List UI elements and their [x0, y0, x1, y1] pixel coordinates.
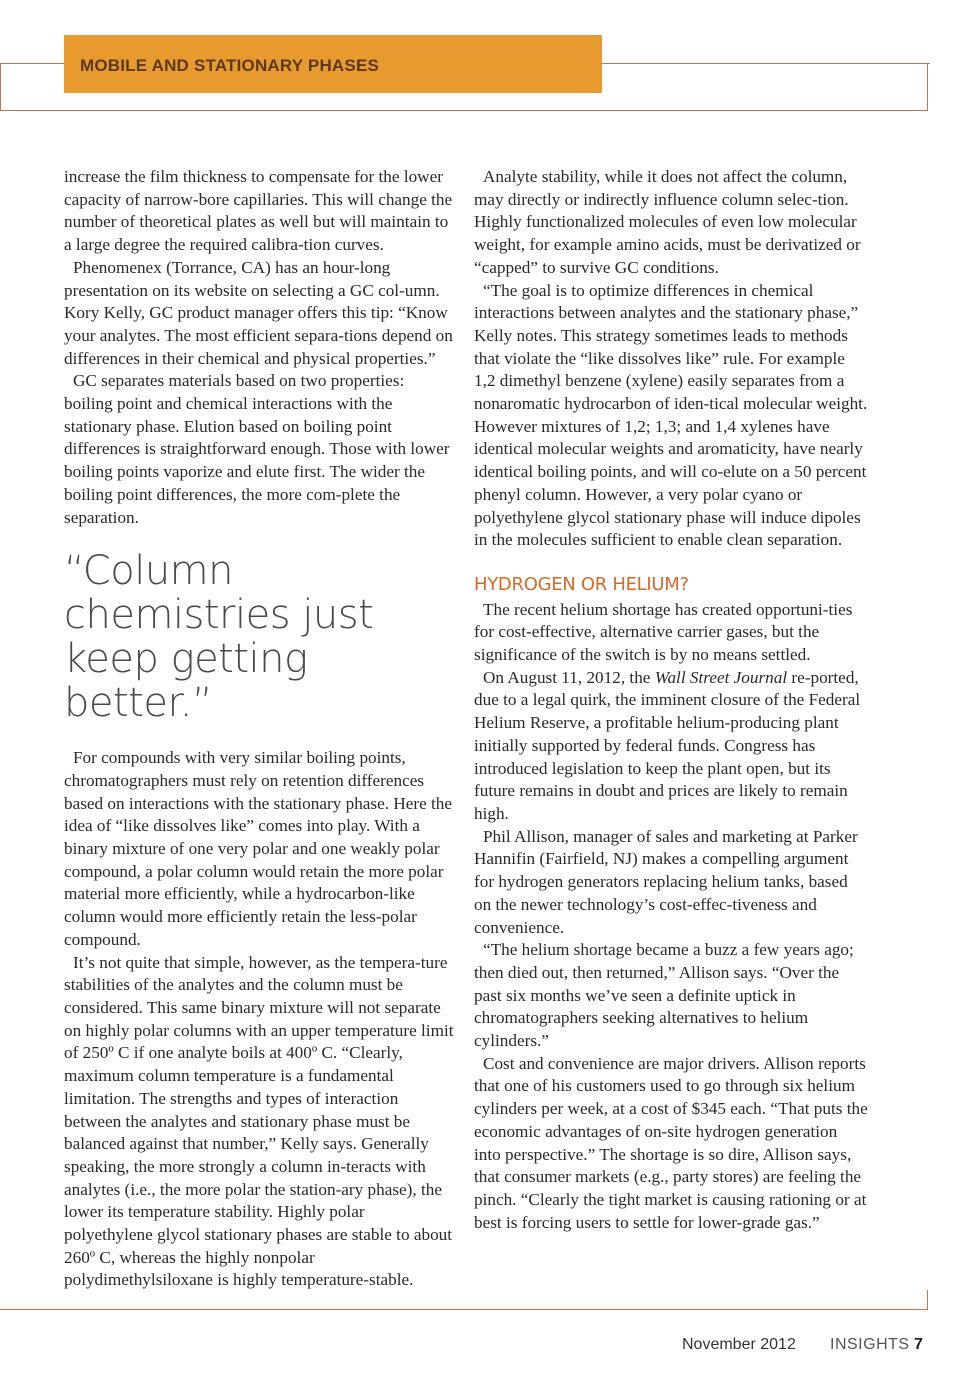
right-column [474, 166, 868, 1234]
pull-quote: “Column chemistries just keep getting better.” [64, 548, 374, 727]
left-paragraph-3: GC separates materials based on two properties: boiling point and chemical interactions with the stationary phase. Elution based on boiling point differences is straightforward enough. Those with lower boiling points vaporize and elute first. The wider the boiling point differences, the more com-plete the separation. [64, 371, 450, 527]
section-subhead: HYDROGEN OR HELIUM? [474, 573, 689, 595]
footer-frame-right [927, 1290, 928, 1310]
footer-date: November 2012 [682, 1336, 796, 1353]
right-paragraph-2: “The goal is to optimize differences in chemical interactions between analytes and the stationary phase,” Kelly notes. This strategy sometimes leads to methods that violate the “like dissolves like” rule. For example 1,2 dimethyl benzene (xylene) easily separates from a nonaromatic hydrocarbon of iden-tical molecular weight. However mixtures of 1,2; 1,3; and 1,4 xylenes have identical molecular weights and aromaticity, have nearly identical boiling points, and will co-elute on a 50 percent phenyl column. However, a very polar cyano or polyethylene glycol stationary phase will induce dipoles in the molecules sufficient to enable clean separation. [474, 280, 868, 550]
left-paragraph-1: increase the film thickness to compensate for the lower capacity of narrow-bore capillaries. This will change the number of theoretical plates as well but will maintain to a large degree the required calibra-tion curves. [64, 167, 453, 255]
header-bottom-rule [0, 110, 928, 111]
footer-rule [0, 1309, 928, 1310]
page-number: 7 [914, 1336, 923, 1353]
publication-name: Wall Street Journal [654, 667, 788, 687]
right-paragraph-7: Cost and convenience are major drivers. Allison reports that one of his customers used to go through six helium cylinders per week, at a cost of $345 each. “That puts the economic advantages of on-site hydrogen generation into perspective.” The shortage is so dire, Allison says, that consumer markets (e.g., party stores) are feeling the pinch. “Clearly the tight market is causing rationing or at best is forcing users to settle for lower-grade gas.” [474, 1053, 868, 1232]
left-paragraph-4: For compounds with very similar boiling points, chromatographers must rely on retention differences based on interactions with the stationary phase. Here the idea of “like dissolves like” comes into play. With a binary mixture of one very polar and one weakly polar compound, a polar column would retain the more polar material more efficiently, while a hydrocarbon-like column would more efficiently retain the less-polar compound. [64, 748, 453, 949]
left-paragraph-5: It’s not quite that simple, however, as the tempera-ture stabilities of the analytes and the column must be considered. This same binary mixture will not separate on highly polar columns with an upper temperature limit of 250º C if one analyte boils at 400º C. “Clearly, maximum column temperature is a fundamental limitation. The strengths and types of interaction between the analytes and stationary phase must be balanced against that number,” Kelly says. Generally speaking, the more strongly a column in-teracts with analytes (i.e., the more polar the station-ary phase), the lower its temperature stability. Highly polar polyethylene glycol stationary phases are stable to about 260º C, whereas the highly nonpolar polydimethylsiloxane is highly temperature-stable. [64, 952, 454, 1290]
left-column [64, 166, 456, 1292]
header-frame-left [0, 63, 1, 111]
right-paragraph-4 [474, 667, 868, 826]
header-frame-right [927, 63, 928, 111]
wsj-body-text: re-ported, due to a legal quirk, the imminent closure of the Federal Helium Reserve, a profitable helium-producing plant initially supported by federal funds. Congress has introduced legislation to keep the plant open, but its future remains in doubt and prices are likely to remain high. [474, 667, 861, 823]
wsj-lead-text: On August 11, 2012, the [483, 667, 655, 687]
footer-brand: INSIGHTS [830, 1336, 910, 1353]
right-paragraph-5: Phil Allison, manager of sales and marketing at Parker Hannifin (Fairfield, NJ) makes a compelling argument for hydrogen generators replacing helium tanks, based on the newer technology’s cost-effec-tiveness and convenience. [474, 826, 858, 937]
right-paragraph-3: The recent helium shortage has created opportuni-ties for cost-effective, alternative carrier gases, but the significance of the switch is by no means settled. [474, 599, 853, 665]
right-paragraph-6: “The helium shortage became a buzz a few years ago; then died out, then returned,” Allison says. “Over the past six months we’ve seen a definite uptick in chromatographers seeking alternatives to helium cylinders.” [474, 940, 854, 1051]
section-title: MOBILE AND STATIONARY PHASES [80, 56, 380, 75]
right-paragraph-1: Analyte stability, while it does not affect the column, may directly or indirectly influence column selec-tion. Highly functionalized molecules of even low molecular weight, for example amino acids, must be derivatized or “capped” to survive GC conditions. [474, 167, 861, 277]
section-tab [64, 35, 602, 93]
left-paragraph-2: Phenomenex (Torrance, CA) has an hour-long presentation on its website on selecting a GC col-umn. Kory Kelly, GC product manager offers this tip: “Know your analytes. The most efficient separa-tions depend on differences in their chemical and physical properties.” [64, 257, 453, 368]
